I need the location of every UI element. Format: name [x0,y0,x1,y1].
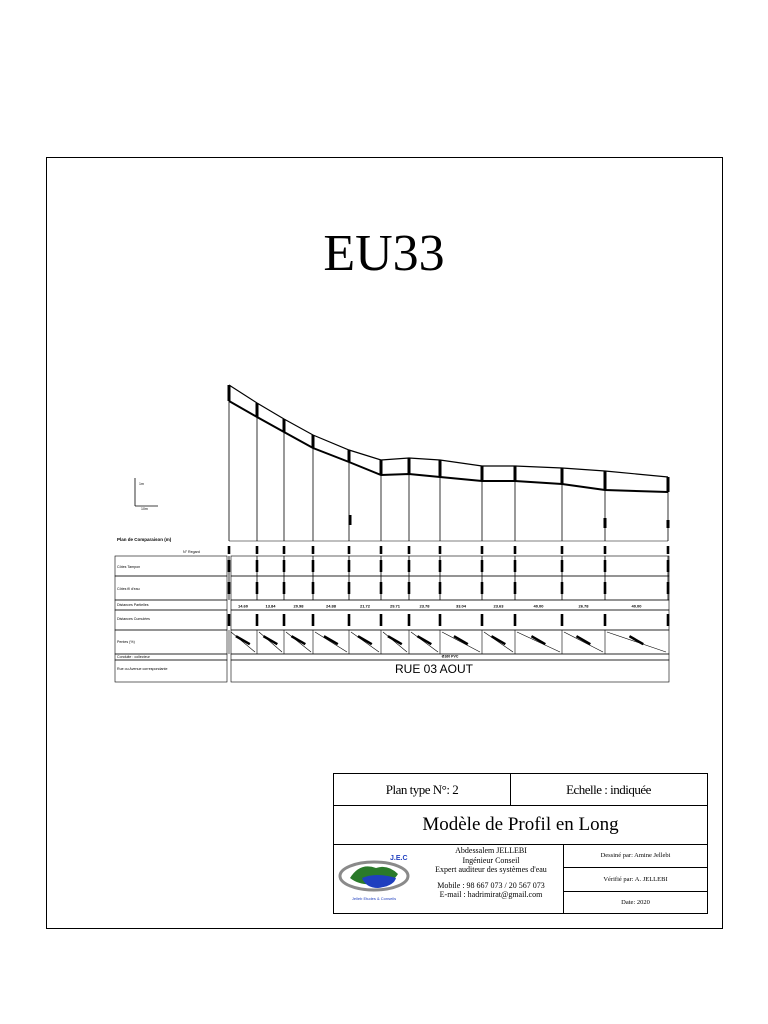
echelle: Echelle : indiquée [566,781,651,797]
profile-title: EU33 [323,225,445,282]
cumulative-distance-mark [408,614,411,626]
manhole-marker [312,435,315,448]
slope-value-mark [291,635,306,645]
invert-level-mark [667,582,670,594]
row-label-box [115,660,227,682]
invert-level-mark [312,582,315,594]
row-label: N° Regard [183,550,200,554]
invert-level-mark [561,582,564,594]
station-id-mark [439,546,442,554]
slope-value-mark [576,635,591,645]
logo-text: J.E.C [390,855,408,862]
info-expertise: Expert auditeur des systèmes d'eau [435,865,547,874]
manhole-marker [604,471,607,490]
invert-level-mark [604,582,607,594]
ground-level-mark [283,560,286,572]
invert-level-mark [408,582,411,594]
invert-level-mark [228,582,231,594]
cumulative-distance-mark [312,614,315,626]
slope-value-mark [417,635,432,645]
info-mobile: Mobile : 98 667 073 / 20 567 073 [437,880,545,890]
slope-value-mark [323,635,338,645]
partial-distance: 24.88 [325,603,337,609]
title-block-signatures [563,844,707,913]
station-id-mark [408,546,411,554]
verifie-par: Vérifié par: A. JELLEBI [564,867,707,892]
station-id-mark [481,546,484,554]
cumulative-distance-mark [481,614,484,626]
ground-level-mark [561,560,564,572]
row-label: Côtes Tampon [117,565,141,569]
station-id-mark [667,546,670,554]
row-data-box [231,610,669,630]
cumulative-distance-mark [348,614,351,626]
slope-diagonal [259,632,282,652]
ground-level-mark [380,560,383,572]
slope-diagonal [564,632,603,652]
invert-level-mark [348,582,351,594]
row-label: Conduite : collecteur [117,655,150,659]
title-block-row-1 [334,774,707,806]
profile-lines [135,385,670,541]
plan-comparaison-label: Plan de Comparaison (m) [117,537,172,542]
invert-level-mark [256,582,259,594]
cumulative-distance-mark [667,614,670,626]
row-label: Côtes fil d'eau [117,587,140,591]
station-id-mark [561,546,564,554]
station-id-mark [514,546,517,554]
dessine-par: Dessiné par: Amine Jellebi [564,844,707,868]
manhole-marker [380,460,383,475]
invert-level-mark [380,582,383,594]
ground-level-mark [312,560,315,572]
slope-diagonal [351,632,379,652]
slope-diagonal [315,632,347,652]
section-marker [604,518,607,528]
slope-diagonal [411,632,438,652]
ground-level-mark [256,560,259,572]
scale-horizontal-label: 10m [141,507,148,511]
partial-distance: 13.84 [265,603,276,609]
info-title: Ingénieur Conseil [462,855,520,865]
invert-level-mark [439,582,442,594]
invert-level-mark [481,582,484,594]
row-label: Rue ou Avenue correspondante [117,667,168,671]
scale-vertical-label: 1m [139,482,144,486]
manhole-marker [514,466,517,481]
invert-level-mark [514,582,517,594]
plan-type: Plan type N°: 2 [334,774,511,805]
slope-value-mark [531,635,546,645]
ground-level-mark [439,560,442,572]
station-id-mark [348,546,351,554]
engineer-info [418,846,564,914]
slope-value-mark [235,635,250,645]
conduit-label: Ø160 PVC [441,654,459,659]
slope-value-mark [491,635,506,645]
slope-value-mark [387,635,402,645]
slope-value-mark [263,635,278,645]
slope-diagonal [383,632,407,652]
section-marker [349,515,352,525]
slope-diagonal [484,632,513,652]
partial-distance: 26.78 [578,603,589,609]
slope-diagonal [517,632,560,652]
slope-diagonal [607,632,666,652]
manhole-marker [667,477,670,492]
info-name: Abdessalem JELLEBI [455,846,527,855]
partial-distance: 40.00 [631,603,642,609]
street-name: RUE 03 AOUT [394,662,474,676]
jec-logo [336,848,418,910]
invert-line [229,401,668,492]
station-id-mark [283,546,286,554]
ground-level-mark [667,560,670,572]
title-block [333,773,708,914]
slope-diagonal [231,632,255,652]
ground-level-mark [348,560,351,572]
ground-level-mark [604,560,607,572]
station-id-mark [256,546,259,554]
partial-distance: 20.98 [293,603,304,609]
cumulative-distance-mark [380,614,383,626]
info-email: E-mail : hadrimirat@gmail.com [439,890,543,899]
slope-value-mark [453,635,468,645]
manhole-marker [561,468,564,484]
partial-distance: 40.00 [533,603,544,609]
station-id-mark [228,546,231,554]
invert-level-mark [283,582,286,594]
row-label: Distances Partielles [117,603,149,607]
section-marker [667,520,670,528]
slope-diagonal [442,632,480,652]
ground-line [229,385,668,477]
manhole-marker [256,403,259,417]
logo-subtext: Jelleb Etudes & Conseils [351,896,397,901]
partial-distance: 23.63 [493,603,504,609]
row-label: Pentes (%) [117,640,135,644]
ground-level-mark [228,560,231,572]
cumulative-distance-mark [439,614,442,626]
manhole-marker [481,466,484,481]
row-label: Distances Cumulées [117,617,150,621]
cumulative-distance-mark [561,614,564,626]
slope-value-mark [357,635,372,645]
row-data-box [231,630,669,654]
partial-distance: 33.04 [455,603,467,609]
date: Date: 2020 [621,898,650,906]
partial-distance: 21.72 [359,603,371,609]
slope-diagonal [286,632,311,652]
manhole-marker [439,460,442,477]
manhole-marker [348,450,351,462]
partial-distance: 29.71 [389,603,401,609]
row-data-box [231,556,669,576]
model-title: Modèle de Profil en Long [334,805,707,845]
profile-table-text [117,550,642,671]
ground-level-mark [481,560,484,572]
station-id-mark [380,546,383,554]
partial-distance: 14.60 [237,603,249,609]
ground-level-mark [408,560,411,572]
ground-level-mark [514,560,517,572]
manhole-marker [228,385,231,401]
manhole-marker [408,458,411,474]
cumulative-distance-mark [228,614,231,626]
partial-distance: 23.78 [419,603,430,609]
cumulative-distance-mark [283,614,286,626]
row-data-box [231,576,669,600]
manhole-marker [283,419,286,432]
cumulative-distance-mark [604,614,607,626]
cumulative-distance-mark [514,614,517,626]
profile-table-grid [115,546,669,682]
cumulative-distance-mark [256,614,259,626]
station-id-mark [312,546,315,554]
station-id-mark [604,546,607,554]
